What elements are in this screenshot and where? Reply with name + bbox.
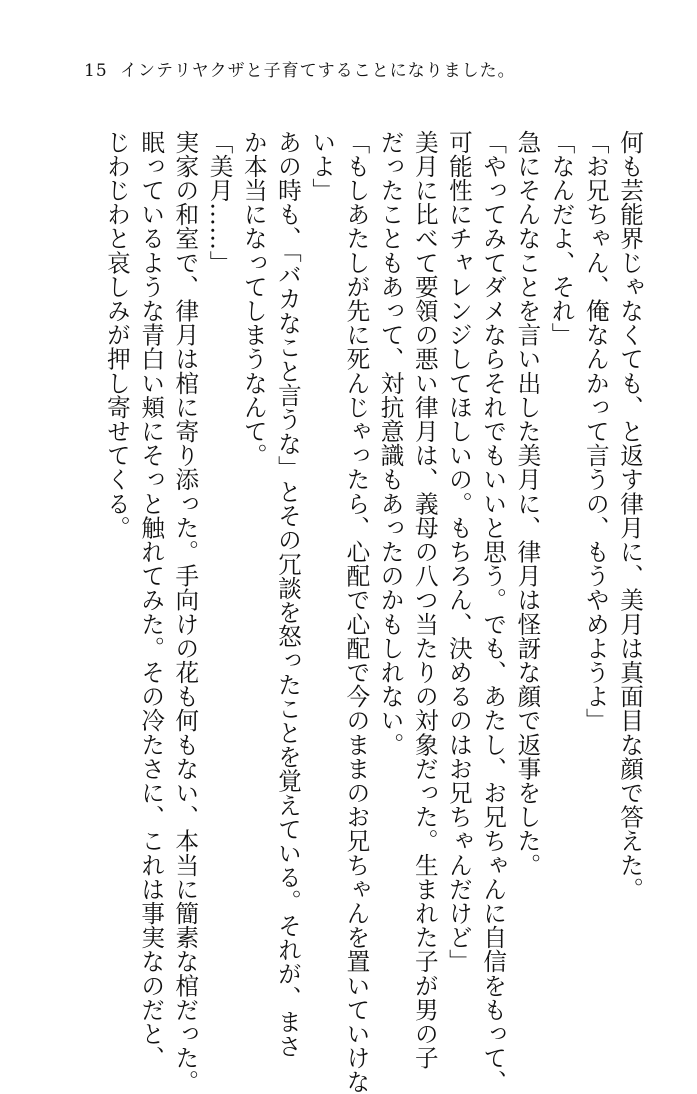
running-title: インテリヤクザと子育てすることになりました。 — [120, 61, 516, 81]
body-text — [100, 130, 647, 1094]
text-line: 「もしあたしが先に死んじゃったら、心配で心配で今のままのお兄ちゃんを置いていけな — [342, 130, 371, 1094]
text-line: 「お兄ちゃん、俺なんかって言うの、もうやめようよ」 — [581, 130, 610, 733]
text-line: 急にそんなことを言い出した美月に、律月は怪訝な顔で返事をした。 — [513, 130, 542, 878]
text-line: じわじわと哀しみが押し寄せてくる。 — [102, 130, 131, 540]
text-line: 美月に比べて要領の悪い律月は、義母の八つ当たりの対象だった。生まれた子が男の子 — [410, 130, 439, 1070]
running-header — [84, 56, 516, 81]
text-line: いよ」 — [308, 130, 337, 203]
text-line: あの時も、「バカなこと言うな」とその冗談を怒ったことを覚えている。それが、まさ — [273, 130, 302, 1059]
text-line: 「なんだよ、それ」 — [547, 130, 576, 347]
text-line: か本当になってしまうなんて。 — [239, 130, 268, 468]
page-number: 15 — [84, 61, 108, 81]
text-line: だったこともあって、対抗意識もあったのかもしれない。 — [376, 130, 405, 757]
text-line: 「美月……」 — [205, 130, 234, 275]
text-line: 「やってみてダメならそれでもいいと思う。でも、あたし、お兄ちゃんに自信をもって、 — [479, 130, 508, 1094]
text-line: 可能性にチャレンジしてほしいの。もちろん、決めるのはお兄ちゃんだけど」 — [444, 130, 473, 974]
text-line: 何も芸能界じゃなくても、と返す律月に、美月は真面目な顔で答えた。 — [616, 130, 644, 902]
text-line: 眠っているような青白い頬にそっと触れてみた。その冷たさに、これは事実なのだと、 — [137, 130, 166, 1070]
text-line: 実家の和室で、律月は棺に寄り添った。手向けの花も何もない、本当に簡素な棺だった。 — [171, 130, 200, 1094]
